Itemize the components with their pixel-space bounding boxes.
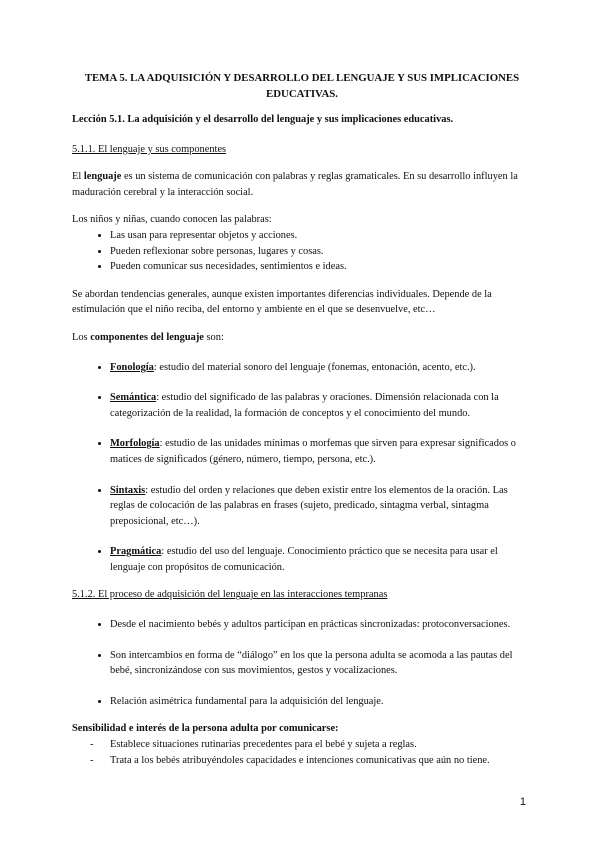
text: Los — [72, 331, 91, 343]
definition: : estudio del orden y relaciones que deben existir entre los elementos de la oración. Las reglas de colocación de las palabras en frases (sujeto, predicado, sintagma verbal, sintagma preposicional, etc…). — [110, 484, 508, 527]
document-page — [72, 70, 532, 768]
interacciones-list — [72, 617, 532, 709]
bold-term: componentes del lenguaje — [90, 331, 204, 343]
term: Pragmática — [110, 546, 162, 558]
bullet-list-palabras — [72, 228, 532, 275]
section-heading-5-1-2: 5.1.2. El proceso de adquisición del lenguaje en las interacciones tempranas — [72, 589, 388, 601]
paragraph-ninos: Los niños y niñas, cuando conocen las palabras: — [72, 214, 272, 226]
page-number: 1 — [519, 796, 526, 808]
sensibilidad-heading: Sensibilidad e interés de la persona adulta por comunicarse: — [72, 723, 339, 735]
text: es un sistema de comunicación con palabras y reglas gramaticales. En su desarrollo influyen la maduración cerebral y la interacción social. — [72, 171, 518, 198]
paragraph-tendencias: Se abordan tendencias generales, aunque existen importantes diferencias individuales. Depende de la estimulación que el niño reciba, del entorno y ambiente en el que se desenvuelve, etc… — [72, 288, 492, 316]
definition: : estudio del uso del lenguaje. Conocimiento práctico que se necesita para usar el lenguaje con propósitos de comunicación. — [110, 546, 498, 573]
dash-list — [72, 737, 532, 768]
text: El — [72, 171, 84, 183]
component-item-morfologia — [110, 436, 532, 467]
lesson-heading: Lección 5.1. La adquisición y el desarrollo del lenguaje y sus implicaciones educativas. — [72, 114, 454, 125]
term: Morfología — [110, 438, 160, 450]
paragraph-componentes — [72, 330, 532, 346]
term: Sintaxis — [110, 484, 146, 496]
document-title: TEMA 5. LA ADQUISICIÓN Y DESARROLLO DEL LENGUAJE Y SUS IMPLICACIONES EDUCATIVAS. — [84, 72, 520, 100]
component-item-semantica — [110, 390, 532, 421]
list-item: • Pueden reflexionar sobre personas, lugares y cosas. — [110, 244, 532, 260]
component-item-fonologia — [110, 360, 532, 376]
bold-term: lenguaje — [83, 171, 122, 183]
term: Semántica — [110, 392, 157, 404]
list-item: - Trata a los bebés atribuyéndoles capacidades e intenciones comunicativas que aún no tiene. — [110, 753, 532, 769]
list-item: • Desde el nacimiento bebés y adultos participan en prácticas sincronizadas: protoconversaciones. — [110, 617, 532, 633]
components-list — [72, 360, 532, 576]
definition: : estudio del significado de las palabras y oraciones. Dimensión relacionada con la categorización de la realidad, la formación de conceptos y el conocimiento del mundo. — [110, 392, 499, 419]
list-item: • Relación asimétrica fundamental para la adquisición del lenguaje. — [110, 694, 532, 710]
list-item: • Pueden comunicar sus necesidades, sentimientos e ideas. — [110, 259, 532, 275]
list-item: - Establece situaciones rutinarias precedentes para el bebé y sujeta a reglas. — [110, 737, 532, 753]
paragraph-lenguaje-definition — [72, 169, 532, 200]
component-item-pragmatica — [110, 544, 532, 575]
definition: : estudio de las unidades mínimas o morfemas que sirven para expresar significados o matices de significados (género, número, tiempo, persona, etc.). — [110, 438, 517, 465]
text: son: — [203, 331, 224, 343]
component-item-sintaxis — [110, 483, 532, 530]
list-item: • Son intercambios en forma de “diálogo” en los que la persona adulta se acomoda a las pautas del bebé, sincronizándose con sus movimientos, gestos y vocalizaciones. — [110, 648, 532, 679]
list-item: • Las usan para representar objetos y acciones. — [110, 228, 532, 244]
definition: : estudio del material sonoro del lenguaje (fonemas, entonación, acento, etc.). — [153, 361, 476, 373]
term: Fonología — [110, 361, 154, 373]
section-heading-5-1-1: 5.1.1. El lenguaje y sus componentes — [72, 143, 227, 155]
